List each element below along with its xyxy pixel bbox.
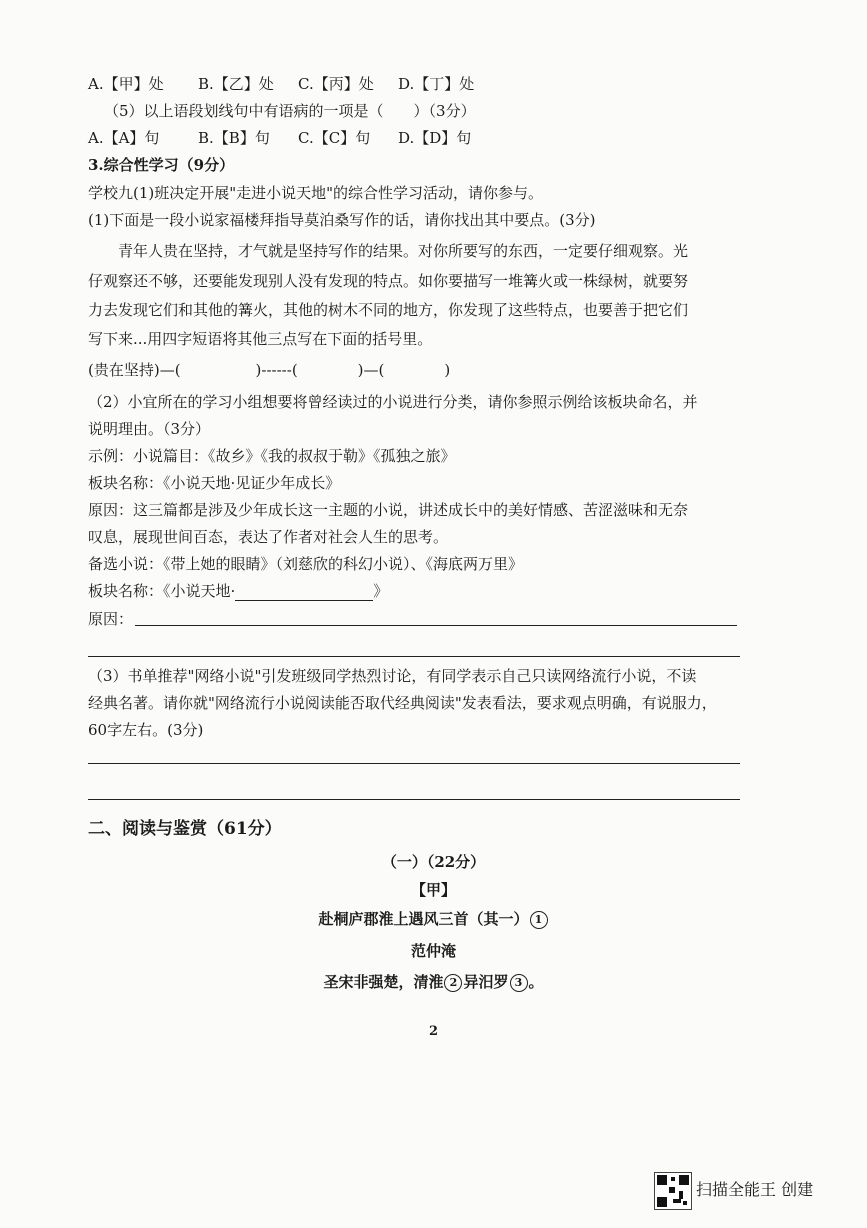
q2-candidates: 备选小说：《带上她的眼睛》（刘慈欣的科幻小说）、《海底两万里》 <box>88 555 524 573</box>
poem-label: 【甲】 <box>410 881 456 899</box>
poem-title <box>0 909 867 929</box>
q1-passage-line-3: 力去发现它们和其他的篝火，其他的树木不同的地方，你发现了这些特点，也要善于把它们 <box>88 301 689 319</box>
q2-example-name: 板块名称：《小说天地·见证少年成长》 <box>88 474 341 492</box>
q2-prompt-2: 说明理由。（3分） <box>88 420 211 438</box>
q1-passage-line-2: 仔观察还不够，还要能发现别人没有发现的特点。如你要描写一堆篝火或一株绿树，就要努 <box>88 272 689 290</box>
watermark-text: 扫描全能王 创建 <box>696 1180 814 1199</box>
q2-example: 示例：小说篇目：《故乡》《我的叔叔于勒》《孤独之旅》 <box>88 447 456 465</box>
q1-passage-line-4: 写下来...用四字短语将其他三点写在下面的括号里。 <box>88 330 433 348</box>
q2-prompt-1: （2）小宜所在的学习小组想要将曾经读过的小说进行分类，请你参照示例给该板块命名，并 <box>88 393 698 411</box>
q2-reason-2: 叹息，展现世间百态，表达了作者对社会人生的思考。 <box>88 528 449 546</box>
poem-verse <box>0 972 867 992</box>
section-3-heading: 3.综合性学习（9分） <box>88 156 235 174</box>
qr-code-icon <box>654 1172 692 1210</box>
verse-part-2: 异汨罗 <box>463 973 509 991</box>
q1-passage-line-1: 青年人贵在坚持，才气就是坚持写作的结果。对你所要写的东西，一定要仔细观察。光 <box>118 242 689 260</box>
footnote-marker: 3 <box>510 974 528 992</box>
answer-line[interactable] <box>88 799 740 800</box>
option-a: A.【A】句 <box>88 129 160 147</box>
q2-reason-1: 原因：这三篇都是涉及少年成长这一主题的小说，讲述成长中的美好情感、苦涩滋味和无奈 <box>88 501 689 519</box>
section-3-intro: 学校九(1)班决定开展"走进小说天地"的综合性学习活动，请你参与。 <box>88 184 544 202</box>
q3-prompt-2: 经典名著。请你就"网络流行小说阅读能否取代经典阅读"发表看法，要求观点明确，有说服力， <box>88 694 717 712</box>
answer-line[interactable] <box>135 625 737 626</box>
option-a: A.【甲】处 <box>88 75 164 93</box>
verse-part-1: 圣宋非强楚，清淮 <box>323 973 444 991</box>
q3-prompt-1: （3）书单推荐"网络小说"引发班级同学热烈讨论，有同学表示自己只读网络流行小说，不读 <box>88 667 697 685</box>
q2-reason-label: 原因： <box>88 610 134 628</box>
page-number: 2 <box>428 1024 439 1039</box>
option-b: B.【B】句 <box>198 129 270 147</box>
poem-author: 范仲淹 <box>410 942 456 960</box>
answer-line[interactable] <box>88 656 740 657</box>
name-label-prefix: 板块名称：《小说天地· <box>88 582 236 600</box>
q3-prompt-3: 60字左右。(3分) <box>88 721 204 739</box>
part-2-heading: 二、阅读与鉴赏（61分） <box>88 819 282 839</box>
option-c: C.【C】句 <box>298 129 371 147</box>
verse-end: 。 <box>528 973 544 991</box>
q1-answer-line[interactable]: (贵在坚持)—( )------( )—( ) <box>88 361 451 379</box>
option-b: B.【乙】处 <box>198 75 274 93</box>
q2-name-field[interactable] <box>88 581 388 601</box>
poem-title-text: 赴桐庐郡淮上遇风三首（其一） <box>318 910 529 928</box>
option-d: D.【丁】处 <box>398 75 475 93</box>
options-row-2 <box>88 128 471 148</box>
name-label-suffix: 》 <box>373 582 389 600</box>
name-blank[interactable] <box>235 584 373 601</box>
question-5: （5）以上语段划线句中有语病的一项是（ ）（3分） <box>104 102 476 120</box>
sub-heading: （一）（22分） <box>381 853 486 871</box>
options-row-1 <box>88 74 474 94</box>
option-c: C.【丙】处 <box>298 75 374 93</box>
footnote-marker: 2 <box>444 974 462 992</box>
answer-line[interactable] <box>88 763 740 764</box>
q1-prompt: (1)下面是一段小说家福楼拜指导莫泊桑写作的话，请你找出其中要点。(3分) <box>88 211 596 229</box>
footnote-marker: 1 <box>530 911 548 929</box>
option-d: D.【D】句 <box>398 129 472 147</box>
